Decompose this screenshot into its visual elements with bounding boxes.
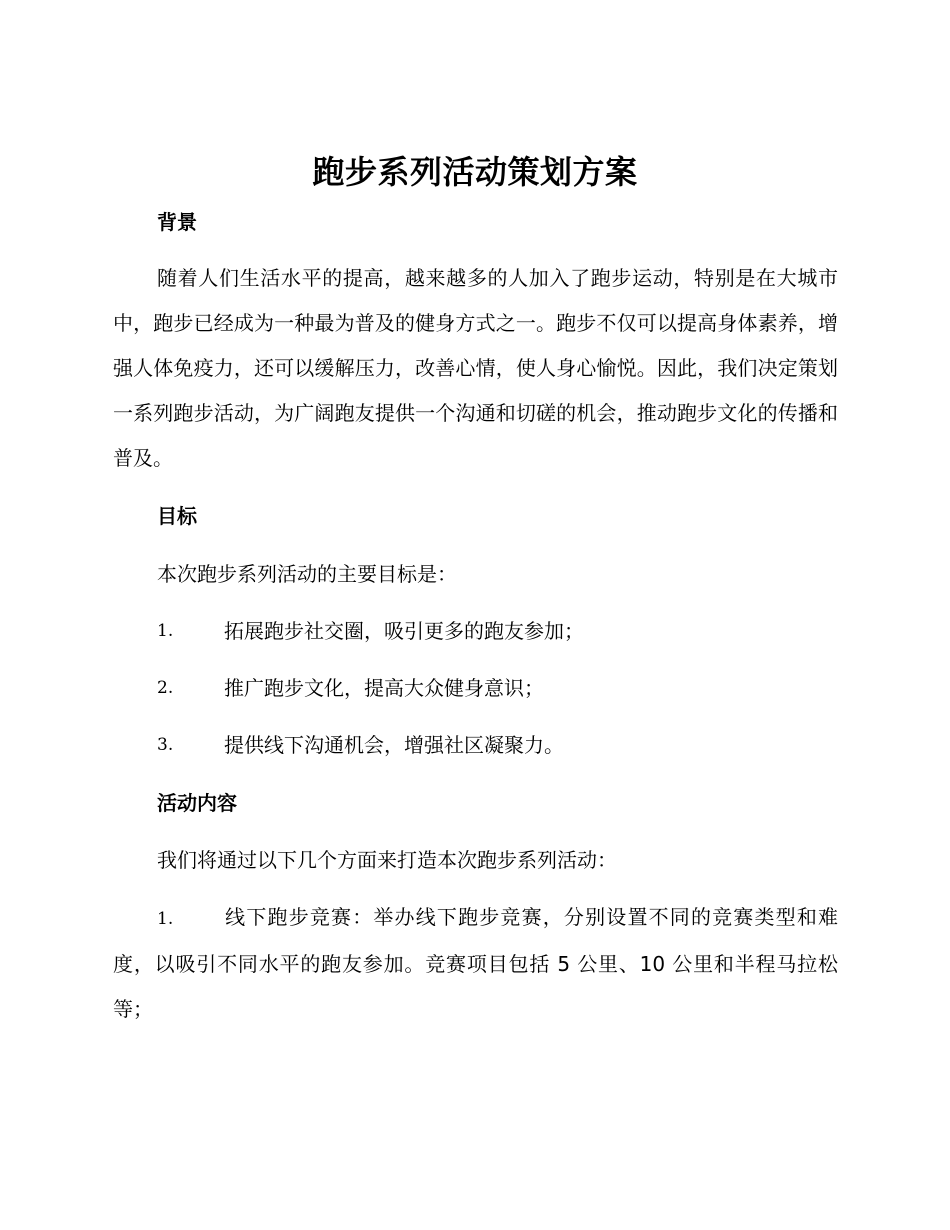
background-paragraph: 随着人们生活水平的提高，越来越多的人加入了跑步运动，特别是在大城市中，跑步已经成为一种最为普及的健身方式之一。跑步不仅可以提高身体素养，增强人体免疫力，还可以缓解压力，改善心情，使人身心愉悦。因此，我们决定策划一系列跑步活动，为广阔跑友提供一个沟通和切磋的机会，推动跑步文化的传播和普及。 — [113, 266, 838, 470]
list-item-text: 线下跑步竞赛：举办线下跑步竞赛，分别设置不同的竞赛类型和难度，以吸引不同水平的跑友参加。竞赛项目包括 5 公里、10 公里和半程马拉松等； — [113, 905, 838, 1021]
content-intro: 我们将通过以下几个方面来打造本次跑步系列活动： — [157, 848, 617, 872]
section-heading-goals: 目标 — [157, 504, 197, 528]
list-number: 3. — [157, 735, 174, 755]
section-heading-content: 活动内容 — [157, 791, 237, 815]
goals-intro: 本次跑步系列活动的主要目标是： — [157, 562, 457, 586]
list-number: 1. — [157, 909, 174, 929]
list-number: 2. — [157, 678, 174, 698]
list-item — [113, 895, 838, 1032]
list-item-text: 拓展跑步社交圈，吸引更多的跑友参加； — [224, 619, 584, 643]
list-number: 1. — [157, 621, 174, 641]
list-item-text: 提供线下沟通机会，增强社区凝聚力。 — [224, 733, 564, 757]
section-heading-background: 背景 — [157, 210, 197, 234]
list-item-text: 推广跑步文化，提高大众健身意识； — [224, 676, 544, 700]
document-title: 跑步系列活动策划方案 — [312, 153, 638, 191]
